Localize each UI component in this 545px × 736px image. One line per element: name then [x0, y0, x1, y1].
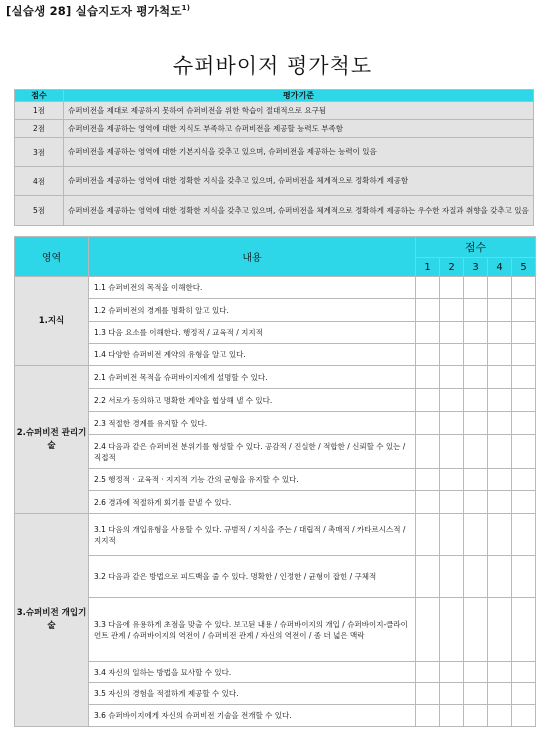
score-cell-4[interactable] [488, 556, 512, 598]
scale-criteria: 슈퍼비전을 제공하는 영역에 대한 정확한 지식을 갖추고 있으며, 슈퍼비전을 체계적으로 정확하게 제공함 [64, 167, 534, 196]
score-cell-1[interactable] [416, 277, 440, 299]
eval-item: 3.1 다음의 개입유형을 사용할 수 있다. 규범적 / 지식을 주는 / 대립적 / 촉매적 / 카타르시스적 / 지지적 [89, 514, 416, 556]
score-cell-3[interactable] [464, 299, 488, 322]
eval-row [15, 469, 536, 491]
score-cell-5[interactable] [512, 277, 536, 299]
score-cell-1[interactable] [416, 469, 440, 491]
score-cell-1[interactable] [416, 683, 440, 705]
scale-point: 4점 [15, 167, 64, 196]
score-cell-2[interactable] [440, 366, 464, 389]
score-cell-3[interactable] [464, 277, 488, 299]
score-cell-3[interactable] [464, 705, 488, 727]
eval-row [15, 514, 536, 556]
scale-point: 2점 [15, 120, 64, 138]
scale-row [15, 196, 534, 226]
score-col-3: 3 [464, 258, 488, 277]
score-cell-4[interactable] [488, 683, 512, 705]
score-cell-1[interactable] [416, 299, 440, 322]
eval-item: 1.2 슈퍼비전의 경계를 명확히 알고 있다. [89, 299, 416, 322]
score-col-1: 1 [416, 258, 440, 277]
score-cell-1[interactable] [416, 556, 440, 598]
score-cell-5[interactable] [512, 556, 536, 598]
scale-point: 5점 [15, 196, 64, 226]
scale-row [15, 167, 534, 196]
score-cell-2[interactable] [440, 556, 464, 598]
eval-item: 2.2 서로가 동의하고 명확한 계약을 협상해 낼 수 있다. [89, 389, 416, 412]
eval-item: 3.3 다음에 유용하게 초점을 맞출 수 있다. 보고된 내용 / 슈퍼바이지의 개입 / 슈퍼바이지-클라이언트 관계 / 슈퍼바이지의 역전이 / 슈퍼비전 관계 / 자신의 역전이 / 좀 더 넓은 맥락 [89, 598, 416, 662]
score-cell-5[interactable] [512, 683, 536, 705]
score-cell-1[interactable] [416, 344, 440, 366]
score-cell-5[interactable] [512, 344, 536, 366]
score-cell-4[interactable] [488, 277, 512, 299]
scale-point: 3점 [15, 138, 64, 167]
score-cell-5[interactable] [512, 705, 536, 727]
score-cell-5[interactable] [512, 469, 536, 491]
score-cell-2[interactable] [440, 705, 464, 727]
score-cell-1[interactable] [416, 598, 440, 662]
eval-row [15, 412, 536, 435]
score-cell-2[interactable] [440, 299, 464, 322]
eval-item: 1.1 슈퍼비전의 목적을 이해한다. [89, 277, 416, 299]
score-col-5: 5 [512, 258, 536, 277]
eval-row [15, 491, 536, 514]
score-cell-3[interactable] [464, 435, 488, 469]
eval-item: 2.1 슈퍼비전 목적을 슈퍼바이지에게 설명할 수 있다. [89, 366, 416, 389]
scale-col-criteria: 평가기준 [64, 90, 534, 102]
score-cell-2[interactable] [440, 469, 464, 491]
score-cell-2[interactable] [440, 389, 464, 412]
scale-criteria: 슈퍼비전을 제공하는 영역에 대한 지식도 부족하고 슈퍼비전을 제공할 능력도 부족함 [64, 120, 534, 138]
page-title: 슈퍼바이저 평가척도 [172, 54, 373, 78]
eval-area: 2.슈퍼비전 관리기술 [15, 366, 89, 514]
scale-col-point: 점수 [15, 90, 64, 102]
score-cell-3[interactable] [464, 556, 488, 598]
score-cell-1[interactable] [416, 662, 440, 683]
score-cell-2[interactable] [440, 662, 464, 683]
score-cell-1[interactable] [416, 705, 440, 727]
eval-area: 3.슈퍼비전 개입기술 [15, 514, 89, 727]
header-footnote: 1) [181, 4, 191, 13]
score-cell-3[interactable] [464, 491, 488, 514]
eval-row [15, 389, 536, 412]
eval-area: 1.지식 [15, 277, 89, 366]
eval-row [15, 662, 536, 683]
score-cell-5[interactable] [512, 514, 536, 556]
eval-row [15, 299, 536, 322]
score-cell-3[interactable] [464, 322, 488, 344]
score-cell-1[interactable] [416, 322, 440, 344]
score-cell-2[interactable] [440, 412, 464, 435]
score-cell-1[interactable] [416, 366, 440, 389]
score-cell-4[interactable] [488, 662, 512, 683]
eval-row [15, 598, 536, 662]
score-cell-5[interactable] [512, 598, 536, 662]
score-cell-2[interactable] [440, 514, 464, 556]
score-cell-2[interactable] [440, 491, 464, 514]
score-cell-3[interactable] [464, 662, 488, 683]
eval-item: 1.4 다양한 슈퍼비전 계약의 유형을 알고 있다. [89, 344, 416, 366]
score-cell-4[interactable] [488, 598, 512, 662]
score-cell-5[interactable] [512, 366, 536, 389]
scale-table [14, 89, 534, 226]
scale-criteria: 슈퍼비전을 제공하는 영역에 대한 정확한 지식을 갖추고 있으며, 슈퍼비전을 체계적으로 정확하게 제공하는 우수한 자질과 취향을 갖추고 있음 [64, 196, 534, 226]
score-cell-4[interactable] [488, 344, 512, 366]
score-cell-5[interactable] [512, 435, 536, 469]
score-cell-2[interactable] [440, 435, 464, 469]
score-cell-3[interactable] [464, 389, 488, 412]
header-text: [실습생 28] 실습지도자 평가척도 [6, 4, 182, 18]
score-cell-2[interactable] [440, 277, 464, 299]
scale-row [15, 138, 534, 167]
eval-row [15, 683, 536, 705]
eval-row [15, 435, 536, 469]
score-cell-2[interactable] [440, 598, 464, 662]
eval-row [15, 344, 536, 366]
eval-row [15, 322, 536, 344]
score-cell-4[interactable] [488, 435, 512, 469]
score-cell-1[interactable] [416, 514, 440, 556]
eval-body [15, 277, 536, 727]
score-cell-4[interactable] [488, 389, 512, 412]
score-col-4: 4 [488, 258, 512, 277]
eval-row [15, 366, 536, 389]
score-cell-3[interactable] [464, 598, 488, 662]
score-cell-4[interactable] [488, 705, 512, 727]
score-col-2: 2 [440, 258, 464, 277]
eval-row [15, 705, 536, 727]
score-cell-4[interactable] [488, 322, 512, 344]
eval-item: 2.3 적절한 경계를 유지할 수 있다. [89, 412, 416, 435]
scale-point: 1점 [15, 102, 64, 120]
scale-criteria: 슈퍼비전을 제대로 제공하지 못하여 슈퍼비전을 위한 학습이 절대적으로 요구됨 [64, 102, 534, 120]
scale-row [15, 102, 534, 120]
eval-item: 2.4 다음과 같은 슈퍼비전 분위기를 형성할 수 있다. 공감적 / 진실한 / 적합한 / 신뢰할 수 있는 / 직접적 [89, 435, 416, 469]
score-cell-1[interactable] [416, 412, 440, 435]
scale-row [15, 120, 534, 138]
score-cell-3[interactable] [464, 366, 488, 389]
score-cell-4[interactable] [488, 469, 512, 491]
eval-header-row [15, 237, 536, 258]
eval-col-area: 영역 [15, 237, 89, 277]
score-cell-2[interactable] [440, 683, 464, 705]
score-cell-5[interactable] [512, 662, 536, 683]
score-cell-4[interactable] [488, 366, 512, 389]
score-cell-4[interactable] [488, 299, 512, 322]
eval-item: 3.6 슈퍼바이지에게 자신의 슈퍼비전 기술을 전개할 수 있다. [89, 705, 416, 727]
score-cell-4[interactable] [488, 514, 512, 556]
score-cell-3[interactable] [464, 412, 488, 435]
score-cell-2[interactable] [440, 322, 464, 344]
eval-col-score: 점수 [416, 237, 536, 258]
document-header [6, 3, 190, 19]
eval-item: 2.6 경과에 적절하게 회기를 끝낼 수 있다. [89, 491, 416, 514]
score-cell-3[interactable] [464, 344, 488, 366]
evaluation-table [14, 236, 536, 727]
score-cell-1[interactable] [416, 435, 440, 469]
score-cell-3[interactable] [464, 469, 488, 491]
eval-item: 2.5 행정적 · 교육적 · 지지적 기능 간의 균형을 유지할 수 있다. [89, 469, 416, 491]
score-cell-5[interactable] [512, 322, 536, 344]
score-cell-3[interactable] [464, 514, 488, 556]
score-cell-5[interactable] [512, 491, 536, 514]
eval-item: 3.5 자신의 경험을 적절하게 제공할 수 있다. [89, 683, 416, 705]
eval-col-content: 내용 [89, 237, 416, 277]
eval-row [15, 556, 536, 598]
eval-item: 1.3 다음 요소를 이해한다. 행정적 / 교육적 / 지지적 [89, 322, 416, 344]
eval-row [15, 277, 536, 299]
eval-item: 3.2 다음과 같은 방법으로 피드백을 줄 수 있다. 명확한 / 인정한 / 균형이 잡힌 / 구체적 [89, 556, 416, 598]
score-cell-1[interactable] [416, 491, 440, 514]
scale-table-header [15, 90, 534, 102]
score-cell-1[interactable] [416, 389, 440, 412]
scale-criteria: 슈퍼비전을 제공하는 영역에 대한 기본지식을 갖추고 있으며, 슈퍼비전을 제공하는 능력이 있음 [64, 138, 534, 167]
score-cell-4[interactable] [488, 412, 512, 435]
score-cell-5[interactable] [512, 389, 536, 412]
score-cell-4[interactable] [488, 491, 512, 514]
score-cell-5[interactable] [512, 412, 536, 435]
score-cell-3[interactable] [464, 683, 488, 705]
score-cell-5[interactable] [512, 299, 536, 322]
score-cell-2[interactable] [440, 344, 464, 366]
eval-item: 3.4 자신의 일하는 방법을 묘사할 수 있다. [89, 662, 416, 683]
